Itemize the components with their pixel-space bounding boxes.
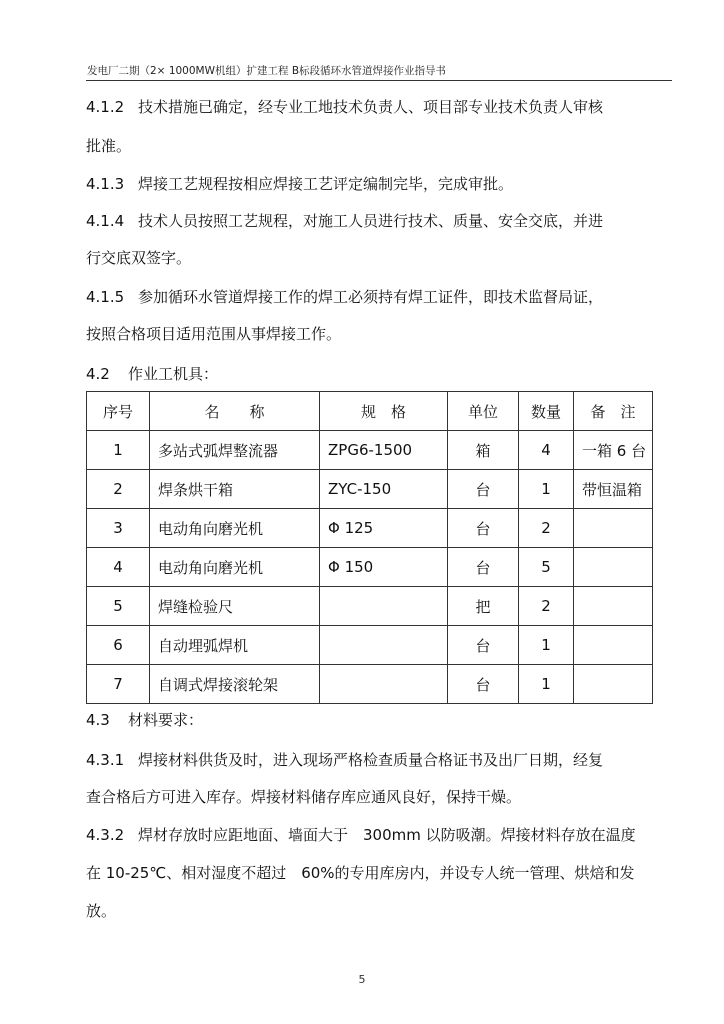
section-number: 4.3	[86, 711, 110, 729]
cell-unit: 台	[448, 665, 519, 704]
running-header: 发电厂二期（2× 1000MW机组）扩建工程 B标段循环水管道焊接作业指导书	[87, 65, 447, 77]
paragraph-4-1-5	[86, 287, 603, 307]
table-row	[87, 548, 653, 587]
table-row	[87, 470, 653, 509]
cell-remark: 一箱 6 台	[574, 431, 653, 470]
cell-index: 2	[87, 470, 150, 509]
clause-number: 4.1.4	[86, 212, 125, 230]
clause-continuation: 按照合格项目适用范围从事焊接工作。	[86, 325, 342, 343]
tools-table	[86, 391, 653, 704]
paragraph-4-1-3	[86, 174, 513, 194]
cell-unit: 台	[448, 626, 519, 665]
cell-quantity: 5	[519, 548, 574, 587]
cell-quantity: 1	[519, 665, 574, 704]
cell-quantity: 2	[519, 509, 574, 548]
paragraph-4-3-1	[86, 750, 603, 770]
cell-unit: 台	[448, 548, 519, 587]
section-title: 作业工机具：	[128, 365, 219, 383]
column-header-quantity: 数量	[519, 392, 574, 431]
cell-index: 3	[87, 509, 150, 548]
cell-remark	[574, 587, 653, 626]
clause-text: 参加循环水管道焊接工作的焊工必须持有焊工证件，即技术监督局证，	[138, 288, 604, 306]
section-heading-4-2	[86, 364, 218, 384]
clause-text: 焊接工艺规程按相应焊接工艺评定编制完毕，完成审批。	[138, 175, 514, 193]
page-number: 5	[358, 973, 366, 986]
table-row	[87, 626, 653, 665]
cell-unit: 箱	[448, 431, 519, 470]
table-row	[87, 587, 653, 626]
clause-number: 4.1.2	[86, 98, 125, 116]
paragraph-4-1-4	[86, 211, 603, 231]
clause-continuation: 批准。	[86, 137, 132, 155]
column-header-unit: 单位	[448, 392, 519, 431]
paragraph-4-1-2	[86, 97, 603, 117]
cell-remark	[574, 509, 653, 548]
cell-remark	[574, 665, 653, 704]
cell-spec	[320, 626, 448, 665]
clause-text: 焊接材料供货及时，进入现场严格检查质量合格证书及出厂日期，经复	[138, 751, 604, 769]
clause-text: 技术措施已确定，经专业工地技术负责人、项目部专业技术负责人审核	[138, 98, 604, 116]
clause-number: 4.1.3	[86, 175, 125, 193]
cell-spec: Φ 150	[320, 548, 448, 587]
cell-unit: 台	[448, 470, 519, 509]
clause-text: 技术人员按照工艺规程，对施工人员进行技术、质量、安全交底，并进	[138, 212, 604, 230]
cell-name: 自调式焊接滚轮架	[150, 665, 320, 704]
table-row	[87, 431, 653, 470]
cell-index: 1	[87, 431, 150, 470]
cell-unit: 把	[448, 587, 519, 626]
cell-name: 自动埋弧焊机	[150, 626, 320, 665]
cell-spec: ZYC-150	[320, 470, 448, 509]
column-header-remark: 备 注	[574, 392, 653, 431]
section-title: 材料要求：	[128, 711, 204, 729]
clause-number: 4.3.1	[86, 751, 125, 769]
cell-index: 6	[87, 626, 150, 665]
cell-unit: 台	[448, 509, 519, 548]
cell-name: 焊缝检验尺	[150, 587, 320, 626]
cell-remark: 带恒温箱	[574, 470, 653, 509]
cell-name: 电动角向磨光机	[150, 548, 320, 587]
cell-remark	[574, 626, 653, 665]
header-divider	[86, 80, 672, 81]
clause-number: 4.3.2	[86, 826, 125, 844]
column-header-name: 名 称	[150, 392, 320, 431]
cell-quantity: 1	[519, 470, 574, 509]
clause-number: 4.1.5	[86, 288, 125, 306]
cell-name: 电动角向磨光机	[150, 509, 320, 548]
cell-index: 5	[87, 587, 150, 626]
section-heading-4-3	[86, 710, 203, 730]
cell-remark	[574, 548, 653, 587]
cell-spec	[320, 587, 448, 626]
clause-continuation: 查合格后方可进入库存。焊接材料储存库应通风良好，保持干燥。	[86, 788, 522, 806]
cell-spec: ZPG6-1500	[320, 431, 448, 470]
table-row	[87, 509, 653, 548]
cell-index: 4	[87, 548, 150, 587]
cell-index: 7	[87, 665, 150, 704]
table-row	[87, 665, 653, 704]
cell-quantity: 2	[519, 587, 574, 626]
cell-spec	[320, 665, 448, 704]
paragraph-4-3-2	[86, 825, 636, 845]
clause-text: 焊材存放时应距地面、墙面大于 300mm 以防吸潮。焊接材料存放在温度	[138, 826, 636, 844]
clause-continuation: 放。	[86, 902, 117, 920]
cell-quantity: 1	[519, 626, 574, 665]
column-header-spec: 规 格	[320, 392, 448, 431]
cell-name: 多站式弧焊整流器	[150, 431, 320, 470]
clause-continuation: 在 10-25℃、相对湿度不超过 60%的专用库房内，并设专人统一管理、烘焙和发	[86, 864, 635, 882]
clause-continuation: 行交底双签字。	[86, 249, 192, 267]
table-header-row	[87, 392, 653, 431]
cell-name: 焊条烘干箱	[150, 470, 320, 509]
section-number: 4.2	[86, 365, 110, 383]
cell-spec: Φ 125	[320, 509, 448, 548]
cell-quantity: 4	[519, 431, 574, 470]
column-header-index: 序号	[87, 392, 150, 431]
